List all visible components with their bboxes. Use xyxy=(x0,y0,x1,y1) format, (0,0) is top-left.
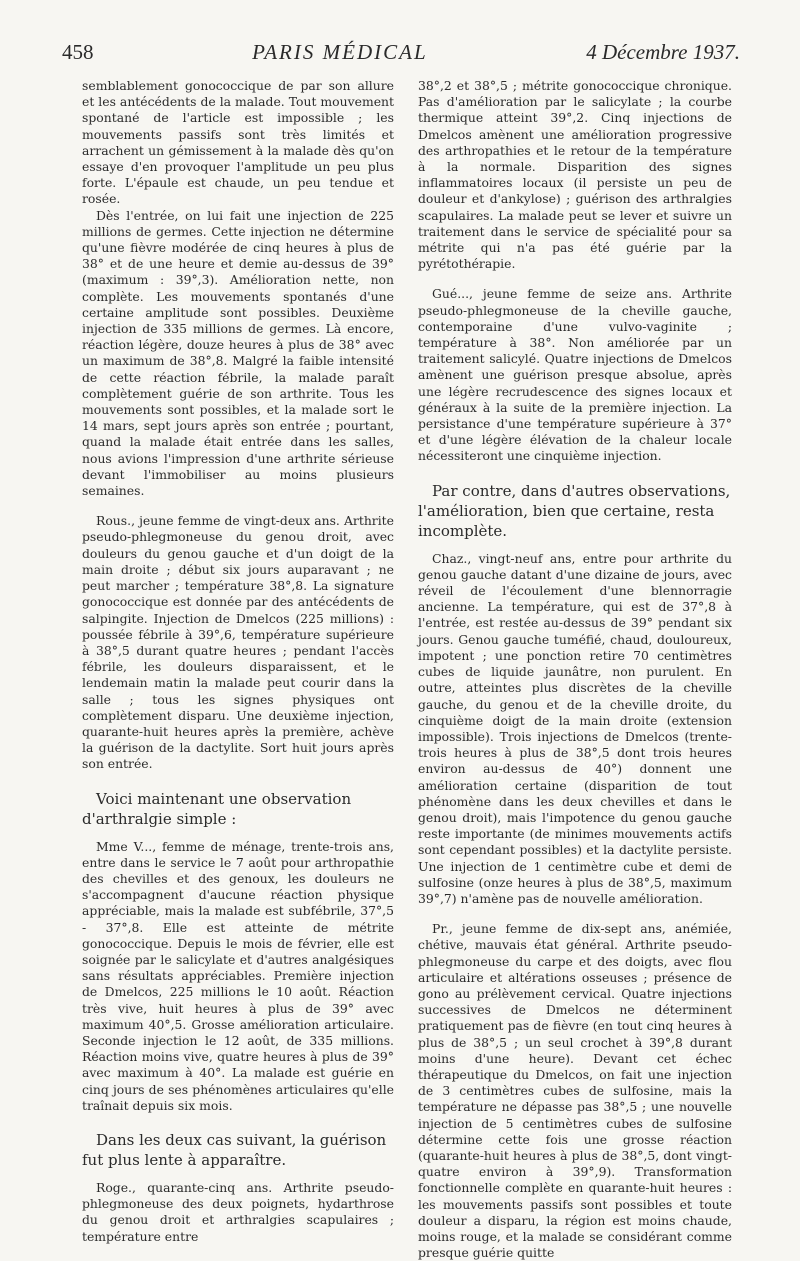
paragraph: Dès l'entrée, on lui fait une injection de 225 millions de germes. Cette injection ne détermine qu'une fièvre modérée de cinq heures à plus de 38° et de une heure et demie au-dessus de 39° (maximum : 39°,3). Amélioration nette, non complète. Les mouvements spontanés d'une certaine amplitude sont possibles. Deuxième injection de 335 millions de germes. Là encore, réaction légère, douze heures à plus de 38° avec un maximum de 38°,8. Malgré la faible intensité de cette réaction fébrile, la malade paraît complètement guérie de son arthrite. Tous les mouvements sont possibles, et la malade sort le 14 mars, sept jours après son entrée ; pourtant, quand la malade était entrée dans les salles, nous avions l'impression d'une arthrite sérieuse devant l'immobiliser au moins plusieurs semaines. xyxy=(82,207,394,499)
paragraph: semblablement gonococcique de par son allure et les antécédents de la malade. Tout mouvement spontané de l'article est impossible ; les mouvements passifs sont très limités et arrachent un gémissement à la malade dès qu'on essaye d'en provoquer l'amplitude un peu plus forte. L'épaule est chaude, un peu tendue et rosée. xyxy=(82,78,394,207)
case-paragraph: Mme V..., femme de ménage, trente-trois ans, entre dans le service le 7 août pour arthropathie des chevilles et des genoux, les douleurs ne s'accompagnent d'aucune réaction physique appréciable, mais la malade est subfébrile, 37°,5 - 37°,8. Elle est atteinte de métrite gonococcique. Depuis le mois de février, elle est soignée par le salicylate et d'autres analgésiques sans résultats appréciables. Première injection de Dmelcos, 225 millions le 10 août. Réaction très vive, huit heures à plus de 39° avec maximum 40°,5. Grosse amélioration articulaire. Seconde injection le 12 août, de 335 millions. Réaction moins vive, quatre heures à plus de 39° avec maximum à 40°. La malade est guérie en cinq jours de ses phénomènes articulaires qu'elle traînait depuis six mois. xyxy=(82,838,394,1113)
right-column xyxy=(418,78,732,1261)
case-paragraph: Chaz., vingt-neuf ans, entre pour arthrite du genou gauche datant d'une dizaine de jours, avec réveil de l'écoulement d'une blennorragie ancienne. La température, qui est de 37°,8 à l'entrée, est restée au-dessus de 39° pendant six jours. Genou gauche tuméfié, chaud, douloureux, impotent ; une ponction retire 70 centimètres cubes de liquide jaunâtre, non purulent. En outre, atteintes plus discrètes de la cheville gauche, du genou et de la cheville droite, du cinquième doigt de la main droite (extension impossible). Trois injections de Dmelcos (trente-trois heures à plus de 38°,5 dont trois heures environ au-dessus de 40°) donnent une amélioration certaine (disparition de tout phénomène dans les deux chevilles et dans le genou droit), mais l'impotence du genou gauche reste importante (de minimes mouvements actifs sont cependant possibles) et la dactylite persiste. Une injection de 1 centimètre cube et demi de sulfosine (onze heures à plus de 38°,5, maximum 39°,7) n'amène pas de nouvelle amélioration. xyxy=(418,550,732,906)
case-paragraph: Roge., quarante-cinq ans. Arthrite pseudo-phlegmoneuse des deux poignets, hydarthrose du genou droit et arthralgies scapulaires ; température entre xyxy=(82,1179,394,1244)
left-column xyxy=(82,78,394,1245)
section-heading: Par contre, dans d'autres observations, l'amélioration, bien que certaine, resta incomplète. xyxy=(418,481,731,540)
journal-title: PARIS MÉDICAL xyxy=(252,40,428,64)
section-heading: Voici maintenant une observation d'arthralgie simple : xyxy=(82,789,352,828)
running-header xyxy=(62,40,740,74)
issue-date: 4 Décembre 1937. xyxy=(586,40,740,64)
page-number: 458 xyxy=(62,40,94,64)
paragraph: 38°,2 et 38°,5 ; métrite gonococcique chronique. Pas d'amélioration par le salicylate ; la courbe thermique atteint 39°,2. Cinq injections de Dmelcos amènent une amélioration progressive des arthropathies et le retour de la température à la normale. Disparition des signes inflammatoires locaux (il persiste un peu de douleur et d'ankylose) ; guérison des arthralgies scapulaires. La malade peut se lever et suivre un traitement dans le service de spécialité pour sa métrite qui n'a pas été guérie par la pyrétothérapie. xyxy=(418,78,732,272)
case-paragraph: Rous., jeune femme de vingt-deux ans. Arthrite pseudo-phlegmoneuse du genou droit, avec douleurs du genou gauche et d'un doigt de la main droite ; début six jours auparavant ; ne peut marcher ; température 38°,8. La signature gonococcique est donnée par des antécédents de salpingite. Injection de Dmelcos (225 millions) : poussée fébrile à 39°,6, température supérieure à 38°,5 durant quatre heures ; pendant l'accès fébrile, les douleurs disparaissent, et le lendemain matin la malade peut courir dans la salle ; tous les signes physiques ont complètement disparu. Une deuxième injection, quarante-huit heures après la première, achève la guérison de la dactylite. Sort huit jours après son entrée. xyxy=(82,513,394,772)
section-heading: Dans les deux cas suivant, la guérison fut plus lente à apparaître. xyxy=(82,1130,387,1169)
case-paragraph: Pr., jeune femme de dix-sept ans, anémiée, chétive, mauvais état général. Arthrite pseudo-phlegmoneuse du carpe et des doigts, avec flou articulaire et altérations osseuses ; présence de gono au prélèvement cervical. Quatre injections successives de Dmelcos ne déterminent pratiquement pas de fièvre (en tout cinq heures à plus de 38°,5 ; un seul crochet à 39°,8 durant moins d'une heure). Devant cet échec thérapeutique du Dmelcos, on fait une injection de 3 centimètres cubes de sulfosine, mais la température ne dépasse pas 38°,5 ; une nouvelle injection de 5 centimètres cubes de sulfosine détermine cette fois une grosse réaction (quarante-huit heures à plus de 38°,5, dont vingt-quatre environ à 39°,9). Transformation fonctionnelle complète en quarante-huit heures : les mouvements passifs sont possibles et toute douleur a disparu, la région est moins chaude, moins rouge, et la malade se considérant comme presque guérie quitte xyxy=(418,921,732,1261)
case-paragraph: Gué..., jeune femme de seize ans. Arthrite pseudo-phlegmoneuse de la cheville gauche, contemporaine d'une vulvo-vaginite ; température à 38°. Non améliorée par un traitement salicylé. Quatre injections de Dmelcos amènent une guérison presque absolue, après une légère recrudescence des signes locaux et généraux à la suite de la première injection. La persistance d'une température supérieure à 37° et d'une légère élévation de la chaleur locale nécessiteront une cinquième injection. xyxy=(418,286,732,464)
